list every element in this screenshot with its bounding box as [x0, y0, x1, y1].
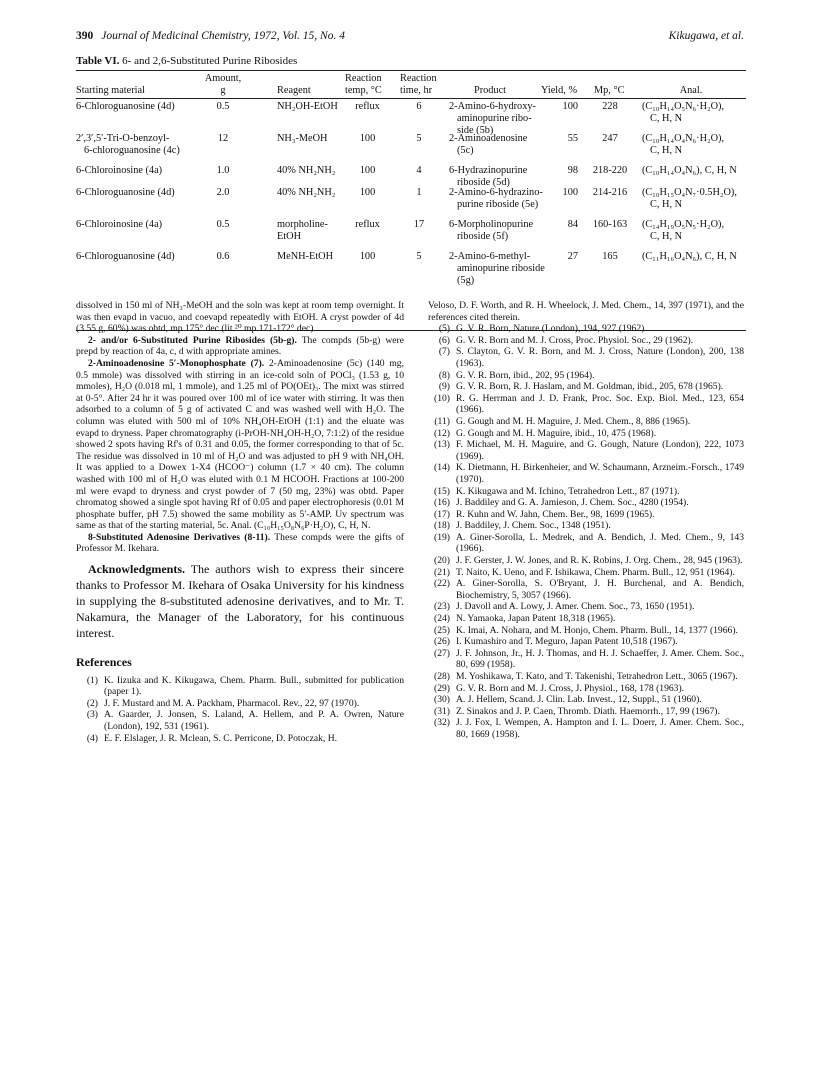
reference-number: (30) — [434, 694, 450, 706]
reference-item — [428, 625, 744, 637]
reference-continuation: Veloso, D. F. Worth, and R. H. Wheelock, J. Med. Chem., 14, 397 (1971), and the references cited therein. — [428, 300, 744, 323]
running-head — [76, 30, 744, 46]
reference-item — [428, 346, 744, 369]
cell-anal: C, H, N — [650, 113, 683, 124]
cell-start: 6-Chloroinosine (4a) — [76, 165, 163, 176]
section-body-5b-g: The compds (5b-g) were prepd by reaction of 4a, c, d with appropriate amines. — [76, 334, 404, 358]
reference-item — [428, 717, 744, 740]
cell-temp: 100 — [359, 251, 376, 262]
cell-yield: 84 — [567, 219, 578, 230]
cell-product: riboside (5f) — [457, 231, 509, 242]
reference-item — [428, 671, 744, 683]
cell-amount: 0.5 — [216, 101, 230, 112]
reference-number: (7) — [438, 346, 450, 358]
references-list-left — [76, 675, 404, 745]
reference-number: (28) — [434, 671, 450, 682]
reference-item — [428, 497, 744, 509]
reference-item — [428, 706, 744, 718]
th-amount-1: Amount, — [204, 73, 242, 84]
reference-text: J. F. Johnson, Jr., H. J. Thomas, and H. J. Schaeffer, J. Amer. Chem. Soc., 80, 699 (1958). — [456, 647, 744, 671]
reference-number: (6) — [438, 334, 450, 346]
cell-time: 6 — [416, 101, 422, 112]
th-rtemp-2: temp, °C — [345, 85, 382, 96]
reference-number: (26) — [434, 636, 450, 648]
reference-number: (24) — [434, 613, 450, 625]
reference-item — [428, 567, 744, 579]
experimental-para-4 — [76, 532, 404, 555]
reference-item — [428, 381, 744, 393]
cell-reagent: EtOH — [277, 231, 302, 242]
reference-text: G. V. R. Born, Nature (London), 194, 927 (1962). — [456, 323, 647, 335]
reference-item — [76, 709, 404, 732]
acknowledgments-body: The authors wish to express their sincere thanks to Professor M. Ikehara of Osaka University for his kindness in supplying the 8-substituted adenosine derivatives, and to Mr. T. Nakamura, the Manager of the Laboratory, for his continuous interest. — [76, 562, 404, 641]
cell-start: 6-Chloroinosine (4a) — [76, 219, 163, 230]
right-column — [428, 300, 744, 741]
experimental-para-3 — [76, 358, 404, 532]
reference-text: K. Dietmann, H. Birkenheier, and W. Schaumann, Arzneim.-Forsch., 1749 (1970). — [456, 462, 744, 485]
th-rtemp-1: Reaction — [345, 73, 382, 84]
reference-text: F. Michael, M. H. Maguire, and G. Gough, Nature (London), 222, 1073 (1969). — [456, 439, 744, 462]
cell-temp: 100 — [359, 187, 376, 198]
section-body-8-11: These compds were the gifts of Professor M. Ikehara. — [76, 531, 404, 555]
cell-mp: 214-216 — [592, 187, 628, 198]
reference-item — [428, 370, 744, 382]
th-amount-2: g — [220, 85, 226, 96]
th-reagent: Reagent — [277, 85, 311, 96]
cell-time: 5 — [416, 251, 422, 262]
cell-start: 6-Chloroguanosine (4d) — [76, 251, 175, 262]
cell-start: 2′,3′,5′-Tri-O-benzoyl- — [76, 133, 170, 144]
reference-item — [428, 439, 744, 462]
data-table — [76, 70, 746, 335]
reference-item — [428, 323, 744, 335]
cell-anal: (C₁₀H₁₄O₄N₆), C, H, N — [642, 165, 737, 176]
section-head-compound-7: 2-Aminoadenosine 5′-Monophosphate (7). — [88, 357, 265, 369]
reference-number: (1) — [86, 674, 98, 686]
reference-text: G. V. R. Born, ibid., 202, 95 (1964). — [456, 369, 595, 381]
reference-item — [428, 613, 744, 625]
cell-product: 2-Amino-6-hydrazino- — [449, 187, 543, 198]
reference-text: J. F. Gerster, J. W. Jones, and R. K. Robins, J. Org. Chem., 28, 945 (1963). — [456, 555, 743, 567]
reference-item — [428, 694, 744, 706]
cell-anal: C, H, N — [650, 145, 683, 156]
cell-anal: (C₁₀H₁₄O₅N₆·H₂O), — [642, 101, 725, 112]
reference-number: (8) — [438, 369, 450, 381]
reference-number: (20) — [434, 555, 450, 567]
cell-time: 5 — [416, 133, 422, 144]
cell-anal: (C₁₀H₁₅O₄N₇·0.5H₂O), — [642, 187, 737, 198]
reference-text: A. Giner-Sorolla, S. O'Bryant, J. H. Burchenal, and A. Bendich, Biochemistry, 5, 3057 (1966). — [456, 578, 744, 601]
reference-number: (32) — [434, 717, 450, 729]
reference-number: (9) — [438, 381, 450, 393]
cell-product: 6-Morpholinopurine — [449, 219, 534, 230]
cell-amount: 12 — [217, 133, 229, 144]
cell-temp: 100 — [359, 133, 376, 144]
cell-time: 4 — [416, 165, 422, 176]
references-list-right-items — [428, 323, 744, 740]
cell-product: 2-Aminoadenosine — [449, 133, 528, 144]
running-head-left — [76, 30, 345, 42]
table-top-rule — [76, 70, 746, 71]
reference-number: (3) — [86, 709, 98, 721]
cell-anal: (C₁₄H₁₉O₅N₅·H₂O), — [642, 219, 725, 230]
section-head-5b-g: 2- and/or 6-Substituted Purine Ribosides (5b-g). — [88, 334, 297, 346]
cell-anal: (C₁₀H₁₄O₄N₆·H₂O), — [642, 133, 725, 144]
cell-amount: 2.0 — [216, 187, 230, 198]
experimental-para-1: dissolved in 150 ml of NH₃-MeOH and the soln was kept at room temp overnight. It was then evapd in vacuo, and coevapd repeatedly with EtOH. A cryst powder of 4d (3.55 g, 60%) was obtd, mp 175° dec (lit.²⁰ mp 171-172° dec). — [76, 300, 404, 335]
cell-yield: 55 — [567, 133, 578, 144]
reference-item — [428, 486, 744, 498]
table-label: Table VI. — [76, 55, 120, 67]
reference-number: (22) — [434, 578, 450, 590]
left-column — [76, 300, 404, 744]
reference-number: (21) — [434, 566, 450, 578]
reference-number: (19) — [434, 531, 450, 543]
reference-number: (2) — [86, 697, 98, 709]
reference-text: A. Giner-Sorolla, L. Medrek, and A. Bendich, J. Med. Chem., 9, 143 (1966). — [456, 531, 744, 555]
reference-item — [428, 509, 744, 521]
reference-text: R. Kuhn and W. Jahn, Chem. Ber., 98, 1699 (1965). — [456, 508, 655, 520]
reference-text: K. Iizuka and K. Kikugawa, Chem. Pharm. Bull., submitted for publication (paper 1). — [104, 674, 404, 698]
reference-text: J. J. Fox, I. Wempen, A. Hampton and I. L. Doerr, J. Amer. Chem. Soc., 80, 1669 (1958). — [456, 717, 744, 740]
cell-mp: 165 — [602, 251, 618, 262]
reference-number: (5) — [438, 323, 450, 335]
cell-temp: 100 — [359, 165, 376, 176]
experimental-para-2 — [76, 335, 404, 358]
cell-reagent: morpholine- — [277, 219, 328, 230]
cell-product: side (5b) — [457, 125, 494, 136]
reference-text: J. Baddiley, J. Chem. Soc., 1348 (1951). — [456, 520, 611, 532]
reference-item — [76, 698, 404, 710]
reference-text: M. Yoshikawa, T. Kato, and T. Takenishi, Tetrahedron Lett., 3065 (1967). — [456, 671, 738, 682]
reference-item — [428, 428, 744, 440]
acknowledgments-heading: Acknowledgments. — [88, 562, 186, 577]
reference-text: S. Clayton, G. V. R. Born, and M. J. Cross, Nature (London), 200, 138 (1963). — [456, 346, 744, 369]
table-caption: 6- and 2,6-Substituted Purine Ribosides — [122, 55, 298, 67]
table-title — [76, 55, 297, 67]
acknowledgments — [76, 561, 404, 641]
th-rtime-2: time, hr — [400, 85, 433, 96]
reference-text: G. Gough and M. H. Maguire, J. Med. Chem., 8, 886 (1965). — [456, 415, 691, 427]
cell-mp: 228 — [602, 101, 618, 112]
reference-item — [428, 555, 744, 567]
reference-number: (16) — [434, 497, 450, 509]
cell-anal: (C₁₁H₁₆O₄N₆), C, H, N — [642, 251, 737, 262]
cell-time: 1 — [416, 187, 422, 198]
reference-number: (14) — [434, 462, 450, 474]
reference-number: (15) — [434, 485, 450, 497]
reference-number: (17) — [434, 508, 450, 520]
reference-item — [428, 416, 744, 428]
cell-amount: 0.5 — [216, 219, 230, 230]
cell-product: purine riboside (5e) — [457, 199, 539, 210]
cell-time: 17 — [413, 219, 425, 230]
reference-number: (29) — [434, 682, 450, 694]
reference-text: G. V. R. Born, R. J. Haslam, and M. Goldman, ibid., 205, 678 (1965). — [456, 381, 724, 393]
section-head-8-11: 8-Substituted Adenosine Derivatives (8-11). — [88, 531, 271, 543]
cell-mp: 218-220 — [592, 165, 628, 176]
cell-anal: C, H, N — [650, 231, 683, 242]
reference-item — [428, 532, 744, 555]
reference-text: G. Gough and M. H. Maguire, ibid., 10, 475 (1968). — [456, 427, 657, 439]
reference-item — [76, 675, 404, 698]
reference-text: K. Kikugawa and M. Ichino, Tetrahedron Lett., 87 (1971). — [456, 485, 680, 497]
reference-text: G. V. R. Born and M. J. Cross, Proc. Physiol. Soc., 29 (1962). — [456, 334, 694, 346]
reference-number: (13) — [434, 439, 450, 451]
cell-reagent: 40% NH₂NH₂ — [277, 187, 336, 198]
reference-text: A. J. Hellem, Scand. J. Clin. Lab. Invest., 12, Suppl., 51 (1960). — [456, 694, 702, 706]
cell-product: 6-Hydrazinopurine — [449, 165, 528, 176]
cell-anal: C, H, N — [650, 199, 683, 210]
cell-product: 2-Amino-6-methyl- — [449, 251, 531, 262]
reference-text: J. Davoll and A. Lowy, J. Amer. Chem. Soc., 73, 1650 (1951). — [456, 601, 695, 613]
cell-mp: 247 — [602, 133, 618, 144]
reference-text: R. G. Herrman and J. D. Frank, Proc. Soc. Exp. Biol. Med., 123, 654 (1966). — [456, 392, 744, 416]
page-number: 390 — [76, 30, 94, 42]
references-list-right — [428, 300, 744, 741]
cell-temp: reflux — [355, 101, 380, 112]
reference-item — [428, 393, 744, 416]
table-header-rule — [76, 98, 746, 99]
cell-product: aminopurine ribo- — [457, 113, 532, 124]
th-starting-material: Starting material — [76, 85, 145, 96]
reference-item — [428, 578, 744, 601]
cell-start: 6-chloroguanosine (4c) — [84, 145, 180, 156]
cell-temp: reflux — [355, 219, 380, 230]
cell-reagent: NH₂OH-EtOH — [277, 101, 338, 112]
cell-reagent: MeNH-EtOH — [277, 251, 334, 262]
reference-text: K. Imai, A. Nohara, and M. Honjo, Chem. Pharm. Bull., 14, 1377 (1966). — [456, 624, 738, 636]
reference-number: (25) — [434, 624, 450, 636]
reference-text: Z. Sinakos and J. P. Caen, Thromb. Diath. Haemorrh., 17, 99 (1967). — [456, 705, 720, 717]
reference-item — [428, 683, 744, 695]
cell-amount: 0.6 — [216, 251, 230, 262]
cell-product: aminopurine riboside — [457, 263, 545, 274]
reference-text: G. V. R. Born and M. J. Cross, J. Physiol., 168, 178 (1963). — [456, 682, 685, 694]
cell-product: 2-Amino-6-hydroxy- — [449, 101, 536, 112]
reference-number: (10) — [434, 392, 450, 404]
reference-number: (27) — [434, 647, 450, 659]
cell-product: (5g) — [457, 275, 475, 286]
reference-item — [428, 648, 744, 671]
cell-mp: 160-163 — [592, 219, 628, 230]
reference-item — [428, 520, 744, 532]
cell-reagent: 40% NH₂NH₂ — [277, 165, 336, 176]
th-rtime-1: Reaction — [400, 73, 437, 84]
reference-text: J. Baddiley and G. A. Jamieson, J. Chem. Soc., 4280 (1954). — [456, 497, 689, 509]
cell-amount: 1.0 — [216, 165, 230, 176]
reference-number: (4) — [86, 732, 98, 744]
cell-yield: 100 — [562, 187, 578, 198]
th-anal: Anal. — [679, 85, 703, 96]
section-body-compound-7: 2-Aminoadenosine (5c) (140 mg, 0.5 mmole) was dissolved with stirring in an ice-cold soln of POCl₃ (1.53 g, 10 mmoles), H₂O (0.018 ml, 1 mmole), and 1.25 ml of PO(OEt)₃. The mixt was stirred at 0-5°. After 24 hr it was poured over 100 ml of ice water with stirring. It was then adsorbed to a column of 5 g of activated C and was washed well with H₂O. The column was eluted with 500 ml of 10% NH₄OH-EtOH (1:1) and the eluate was evapd to dryness. Paper chromatography (i-PrOH-NH₄OH-H₂O, 7:1:2) of the residue showed 2 spots having Rf's of 0.31 and 0.05, the former corresponding to that of 5c. The residue was dissolved in 10 ml of H₂O and was adjusted to pH 9 with NH₄OH. It was applied to a Dowex 1-X4 (HCOO⁻) column (1.7 × 40 cm). The column washed with 100 ml of H₂O was eluted with 0.1 M HCOOH. Fractions at 100-200 ml were evapd to dryness and cryst powder of 7 (50 mg, 23%) was obtd. Paper chromatog showed a single spot having Rf of 0.05 and paper electrophoresis (0.01 M phosphate buffer, pH 7.5) showed the same mobility as 5′-AMP. Uv spectrum was same as that of the starting material, 5c. Anal. (C₁₀H₁₅O₈N₆P·H₂O), C, H, N. — [76, 357, 404, 532]
reference-text: T. Naito, K. Ueno, and F. Ishikawa, Chem. Pharm. Bull., 12, 951 (1964). — [456, 566, 735, 578]
reference-item — [428, 462, 744, 485]
reference-number: (11) — [434, 415, 450, 427]
reference-text: E. F. Elslager, J. R. Mclean, S. C. Perricone, D. Potoczak, H. — [104, 732, 338, 744]
reference-text: A. Gaarder, J. Jonsen, S. Laland, A. Hellem, and P. A. Owren, Nature (London), 192, 531 (1961). — [104, 709, 404, 733]
cell-start: 6-Chloroguanosine (4d) — [76, 187, 175, 198]
cell-product: riboside (5d) — [457, 177, 510, 188]
reference-text: J. F. Mustard and M. A. Packham, Pharmacol. Rev., 22, 97 (1970). — [104, 697, 360, 709]
reference-item — [76, 733, 404, 745]
references-heading: References — [76, 655, 132, 670]
reference-number: (12) — [434, 427, 450, 439]
reference-number: (23) — [434, 601, 450, 613]
th-mp: Mp, °C — [594, 85, 625, 96]
reference-text: I. Kumashiro and T. Meguro, Japan Patent 10,518 (1967). — [456, 636, 678, 648]
running-head-authors: Kikugawa, et al. — [668, 30, 744, 42]
reference-number: (31) — [434, 705, 450, 717]
th-product: Product — [473, 85, 507, 96]
journal-citation: Journal of Medicinal Chemistry, 1972, Vol. 15, No. 4 — [101, 30, 345, 42]
reference-number: (18) — [434, 520, 450, 532]
cell-yield: 27 — [567, 251, 578, 262]
cell-product: (5c) — [457, 145, 474, 156]
th-yield: Yield, % — [541, 85, 578, 96]
reference-text: N. Yamaoka, Japan Patent 18,318 (1965). — [456, 613, 616, 625]
cell-start: 6-Chloroguanosine (4d) — [76, 101, 175, 112]
reference-item — [428, 335, 744, 347]
cell-reagent: NH₃-MeOH — [277, 133, 328, 144]
reference-item — [428, 601, 744, 613]
reference-item — [428, 636, 744, 648]
cell-yield: 100 — [562, 101, 578, 112]
cell-yield: 98 — [567, 165, 578, 176]
